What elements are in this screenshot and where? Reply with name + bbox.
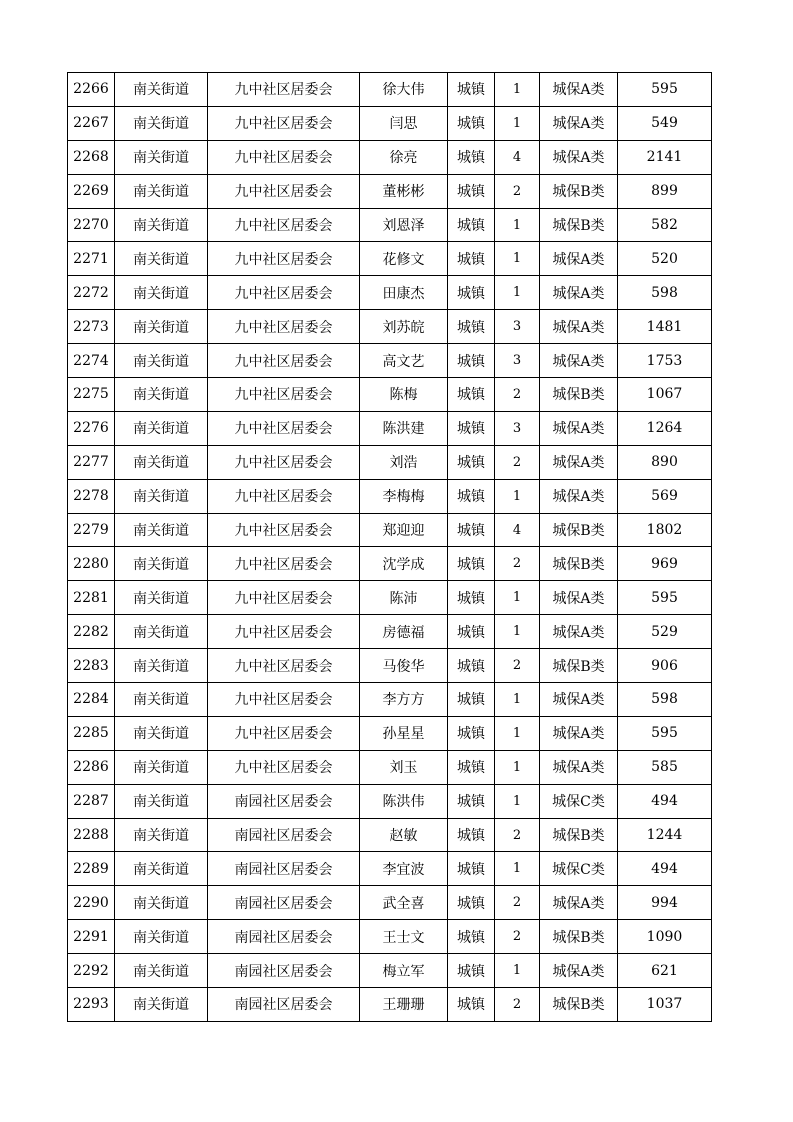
cell-household-size: 3	[495, 310, 540, 344]
cell-serial-number: 2288	[68, 818, 115, 852]
cell-household-type: 城镇	[448, 344, 495, 378]
cell-serial-number: 2275	[68, 378, 115, 412]
cell-household-type: 城镇	[448, 615, 495, 649]
cell-household-type: 城镇	[448, 920, 495, 954]
table-row	[68, 954, 712, 988]
cell-person-name: 马俊华	[360, 649, 448, 683]
cell-community: 九中社区居委会	[208, 208, 360, 242]
cell-community: 南园社区居委会	[208, 988, 360, 1022]
cell-person-name: 高文艺	[360, 344, 448, 378]
cell-household-size: 2	[495, 886, 540, 920]
cell-community: 九中社区居委会	[208, 378, 360, 412]
cell-category: 城保A类	[540, 242, 618, 276]
cell-household-size: 1	[495, 954, 540, 988]
cell-serial-number: 2277	[68, 445, 115, 479]
cell-household-size: 1	[495, 784, 540, 818]
cell-amount: 621	[618, 954, 712, 988]
cell-household-type: 城镇	[448, 750, 495, 784]
cell-street: 南关街道	[115, 106, 208, 140]
cell-community: 九中社区居委会	[208, 649, 360, 683]
table-row	[68, 276, 712, 310]
cell-person-name: 李方方	[360, 683, 448, 717]
cell-street: 南关街道	[115, 276, 208, 310]
cell-person-name: 陈洪伟	[360, 784, 448, 818]
cell-household-type: 城镇	[448, 445, 495, 479]
cell-community: 九中社区居委会	[208, 106, 360, 140]
table-row	[68, 547, 712, 581]
cell-community: 南园社区居委会	[208, 920, 360, 954]
cell-household-size: 2	[495, 988, 540, 1022]
table-row	[68, 310, 712, 344]
table-row	[68, 784, 712, 818]
cell-household-type: 城镇	[448, 174, 495, 208]
cell-category: 城保C类	[540, 784, 618, 818]
cell-serial-number: 2283	[68, 649, 115, 683]
cell-person-name: 王士文	[360, 920, 448, 954]
cell-household-size: 1	[495, 750, 540, 784]
cell-person-name: 闫思	[360, 106, 448, 140]
cell-household-type: 城镇	[448, 954, 495, 988]
cell-street: 南关街道	[115, 581, 208, 615]
cell-community: 九中社区居委会	[208, 581, 360, 615]
cell-household-type: 城镇	[448, 73, 495, 107]
cell-person-name: 陈沛	[360, 581, 448, 615]
cell-amount: 595	[618, 73, 712, 107]
cell-street: 南关街道	[115, 547, 208, 581]
cell-community: 九中社区居委会	[208, 344, 360, 378]
cell-person-name: 李梅梅	[360, 479, 448, 513]
cell-street: 南关街道	[115, 208, 208, 242]
cell-amount: 1037	[618, 988, 712, 1022]
table-row	[68, 716, 712, 750]
cell-household-size: 3	[495, 411, 540, 445]
cell-serial-number: 2269	[68, 174, 115, 208]
table-body	[68, 73, 712, 1022]
table-row	[68, 750, 712, 784]
cell-amount: 906	[618, 649, 712, 683]
table-row	[68, 581, 712, 615]
cell-household-type: 城镇	[448, 852, 495, 886]
cell-community: 九中社区居委会	[208, 310, 360, 344]
cell-household-size: 2	[495, 818, 540, 852]
cell-household-size: 3	[495, 344, 540, 378]
cell-serial-number: 2290	[68, 886, 115, 920]
cell-category: 城保B类	[540, 547, 618, 581]
cell-person-name: 徐大伟	[360, 73, 448, 107]
table-row	[68, 886, 712, 920]
cell-category: 城保A类	[540, 750, 618, 784]
table-row	[68, 174, 712, 208]
cell-household-size: 4	[495, 140, 540, 174]
cell-household-size: 1	[495, 479, 540, 513]
cell-street: 南关街道	[115, 818, 208, 852]
table-row	[68, 615, 712, 649]
cell-amount: 1090	[618, 920, 712, 954]
cell-serial-number: 2292	[68, 954, 115, 988]
cell-amount: 1753	[618, 344, 712, 378]
cell-street: 南关街道	[115, 140, 208, 174]
cell-community: 九中社区居委会	[208, 716, 360, 750]
cell-household-type: 城镇	[448, 208, 495, 242]
table-row	[68, 683, 712, 717]
cell-community: 九中社区居委会	[208, 479, 360, 513]
cell-amount: 598	[618, 276, 712, 310]
cell-household-size: 2	[495, 547, 540, 581]
cell-amount: 582	[618, 208, 712, 242]
cell-household-type: 城镇	[448, 310, 495, 344]
cell-amount: 1067	[618, 378, 712, 412]
cell-community: 南园社区居委会	[208, 818, 360, 852]
cell-serial-number: 2278	[68, 479, 115, 513]
cell-category: 城保A类	[540, 344, 618, 378]
cell-community: 九中社区居委会	[208, 513, 360, 547]
cell-serial-number: 2272	[68, 276, 115, 310]
cell-community: 九中社区居委会	[208, 411, 360, 445]
cell-street: 南关街道	[115, 920, 208, 954]
cell-category: 城保A类	[540, 615, 618, 649]
cell-household-type: 城镇	[448, 106, 495, 140]
cell-household-type: 城镇	[448, 513, 495, 547]
cell-amount: 494	[618, 852, 712, 886]
table-row	[68, 649, 712, 683]
cell-person-name: 陈洪建	[360, 411, 448, 445]
cell-serial-number: 2289	[68, 852, 115, 886]
cell-street: 南关街道	[115, 378, 208, 412]
cell-household-size: 1	[495, 615, 540, 649]
cell-serial-number: 2266	[68, 73, 115, 107]
cell-amount: 2141	[618, 140, 712, 174]
cell-category: 城保A类	[540, 411, 618, 445]
cell-category: 城保A类	[540, 445, 618, 479]
cell-household-size: 2	[495, 445, 540, 479]
cell-amount: 1264	[618, 411, 712, 445]
cell-amount: 1244	[618, 818, 712, 852]
cell-household-type: 城镇	[448, 886, 495, 920]
cell-person-name: 李宜波	[360, 852, 448, 886]
recipient-table	[67, 72, 712, 1022]
cell-street: 南关街道	[115, 716, 208, 750]
cell-household-size: 1	[495, 683, 540, 717]
cell-serial-number: 2270	[68, 208, 115, 242]
table-row	[68, 140, 712, 174]
cell-category: 城保B类	[540, 920, 618, 954]
table-row	[68, 445, 712, 479]
cell-person-name: 田康杰	[360, 276, 448, 310]
cell-household-size: 2	[495, 378, 540, 412]
cell-household-size: 1	[495, 852, 540, 886]
cell-serial-number: 2268	[68, 140, 115, 174]
cell-person-name: 刘玉	[360, 750, 448, 784]
cell-amount: 494	[618, 784, 712, 818]
cell-serial-number: 2274	[68, 344, 115, 378]
cell-person-name: 郑迎迎	[360, 513, 448, 547]
cell-amount: 598	[618, 683, 712, 717]
cell-category: 城保B类	[540, 649, 618, 683]
cell-household-type: 城镇	[448, 547, 495, 581]
cell-household-size: 1	[495, 73, 540, 107]
cell-household-size: 2	[495, 920, 540, 954]
cell-community: 九中社区居委会	[208, 445, 360, 479]
table-row	[68, 479, 712, 513]
cell-household-size: 1	[495, 106, 540, 140]
table-row	[68, 818, 712, 852]
cell-household-type: 城镇	[448, 276, 495, 310]
cell-serial-number: 2282	[68, 615, 115, 649]
cell-category: 城保B类	[540, 513, 618, 547]
cell-serial-number: 2287	[68, 784, 115, 818]
cell-category: 城保A类	[540, 886, 618, 920]
cell-person-name: 梅立军	[360, 954, 448, 988]
cell-amount: 595	[618, 716, 712, 750]
cell-category: 城保A类	[540, 479, 618, 513]
cell-household-size: 2	[495, 174, 540, 208]
cell-category: 城保A类	[540, 106, 618, 140]
cell-household-type: 城镇	[448, 378, 495, 412]
cell-household-type: 城镇	[448, 784, 495, 818]
cell-serial-number: 2271	[68, 242, 115, 276]
cell-serial-number: 2276	[68, 411, 115, 445]
table-row	[68, 852, 712, 886]
cell-serial-number: 2284	[68, 683, 115, 717]
cell-community: 南园社区居委会	[208, 886, 360, 920]
cell-serial-number: 2286	[68, 750, 115, 784]
cell-category: 城保B类	[540, 208, 618, 242]
cell-category: 城保A类	[540, 954, 618, 988]
data-table-container	[67, 72, 712, 1022]
cell-street: 南关街道	[115, 411, 208, 445]
table-row	[68, 920, 712, 954]
cell-street: 南关街道	[115, 750, 208, 784]
cell-household-size: 1	[495, 208, 540, 242]
cell-household-type: 城镇	[448, 581, 495, 615]
cell-household-type: 城镇	[448, 988, 495, 1022]
cell-person-name: 董彬彬	[360, 174, 448, 208]
cell-person-name: 孙星星	[360, 716, 448, 750]
cell-person-name: 刘苏皖	[360, 310, 448, 344]
cell-category: 城保B类	[540, 378, 618, 412]
cell-community: 九中社区居委会	[208, 750, 360, 784]
cell-person-name: 徐亮	[360, 140, 448, 174]
cell-person-name: 房德福	[360, 615, 448, 649]
cell-household-type: 城镇	[448, 716, 495, 750]
cell-amount: 549	[618, 106, 712, 140]
cell-serial-number: 2293	[68, 988, 115, 1022]
cell-category: 城保A类	[540, 310, 618, 344]
cell-person-name: 刘恩泽	[360, 208, 448, 242]
table-row	[68, 344, 712, 378]
cell-street: 南关街道	[115, 886, 208, 920]
cell-community: 南园社区居委会	[208, 852, 360, 886]
cell-household-type: 城镇	[448, 242, 495, 276]
cell-serial-number: 2267	[68, 106, 115, 140]
cell-community: 九中社区居委会	[208, 615, 360, 649]
cell-community: 南园社区居委会	[208, 784, 360, 818]
cell-household-size: 1	[495, 581, 540, 615]
table-row	[68, 73, 712, 107]
cell-amount: 569	[618, 479, 712, 513]
cell-community: 九中社区居委会	[208, 174, 360, 208]
cell-street: 南关街道	[115, 513, 208, 547]
cell-person-name: 王珊珊	[360, 988, 448, 1022]
table-row	[68, 513, 712, 547]
cell-person-name: 陈梅	[360, 378, 448, 412]
cell-amount: 1802	[618, 513, 712, 547]
cell-category: 城保B类	[540, 174, 618, 208]
cell-household-type: 城镇	[448, 818, 495, 852]
table-row	[68, 242, 712, 276]
cell-street: 南关街道	[115, 615, 208, 649]
cell-amount: 520	[618, 242, 712, 276]
cell-community: 九中社区居委会	[208, 140, 360, 174]
cell-community: 南园社区居委会	[208, 954, 360, 988]
cell-category: 城保B类	[540, 818, 618, 852]
cell-street: 南关街道	[115, 310, 208, 344]
cell-amount: 1481	[618, 310, 712, 344]
cell-category: 城保A类	[540, 140, 618, 174]
cell-community: 九中社区居委会	[208, 242, 360, 276]
cell-street: 南关街道	[115, 649, 208, 683]
cell-person-name: 武全喜	[360, 886, 448, 920]
cell-household-size: 4	[495, 513, 540, 547]
cell-category: 城保A类	[540, 683, 618, 717]
cell-serial-number: 2285	[68, 716, 115, 750]
cell-community: 九中社区居委会	[208, 276, 360, 310]
cell-community: 九中社区居委会	[208, 73, 360, 107]
cell-street: 南关街道	[115, 479, 208, 513]
cell-amount: 890	[618, 445, 712, 479]
cell-street: 南关街道	[115, 784, 208, 818]
cell-serial-number: 2280	[68, 547, 115, 581]
table-row	[68, 988, 712, 1022]
cell-person-name: 赵敏	[360, 818, 448, 852]
cell-person-name: 刘浩	[360, 445, 448, 479]
cell-amount: 585	[618, 750, 712, 784]
cell-amount: 994	[618, 886, 712, 920]
cell-person-name: 花修文	[360, 242, 448, 276]
cell-household-size: 1	[495, 716, 540, 750]
cell-serial-number: 2281	[68, 581, 115, 615]
cell-household-size: 1	[495, 276, 540, 310]
cell-category: 城保A类	[540, 716, 618, 750]
cell-street: 南关街道	[115, 852, 208, 886]
cell-household-type: 城镇	[448, 411, 495, 445]
cell-category: 城保A类	[540, 276, 618, 310]
cell-category: 城保A类	[540, 581, 618, 615]
cell-category: 城保B类	[540, 988, 618, 1022]
cell-household-type: 城镇	[448, 140, 495, 174]
cell-household-type: 城镇	[448, 649, 495, 683]
cell-street: 南关街道	[115, 954, 208, 988]
cell-household-size: 2	[495, 649, 540, 683]
table-row	[68, 411, 712, 445]
cell-household-size: 1	[495, 242, 540, 276]
cell-category: 城保A类	[540, 73, 618, 107]
cell-person-name: 沈学成	[360, 547, 448, 581]
cell-street: 南关街道	[115, 683, 208, 717]
cell-amount: 595	[618, 581, 712, 615]
cell-street: 南关街道	[115, 174, 208, 208]
cell-street: 南关街道	[115, 344, 208, 378]
cell-amount: 899	[618, 174, 712, 208]
cell-amount: 529	[618, 615, 712, 649]
cell-household-type: 城镇	[448, 683, 495, 717]
cell-community: 九中社区居委会	[208, 547, 360, 581]
cell-serial-number: 2291	[68, 920, 115, 954]
cell-street: 南关街道	[115, 73, 208, 107]
cell-serial-number: 2279	[68, 513, 115, 547]
cell-category: 城保C类	[540, 852, 618, 886]
cell-street: 南关街道	[115, 242, 208, 276]
table-row	[68, 378, 712, 412]
cell-serial-number: 2273	[68, 310, 115, 344]
cell-household-type: 城镇	[448, 479, 495, 513]
cell-amount: 969	[618, 547, 712, 581]
table-row	[68, 106, 712, 140]
table-row	[68, 208, 712, 242]
cell-street: 南关街道	[115, 445, 208, 479]
cell-street: 南关街道	[115, 988, 208, 1022]
cell-community: 九中社区居委会	[208, 683, 360, 717]
